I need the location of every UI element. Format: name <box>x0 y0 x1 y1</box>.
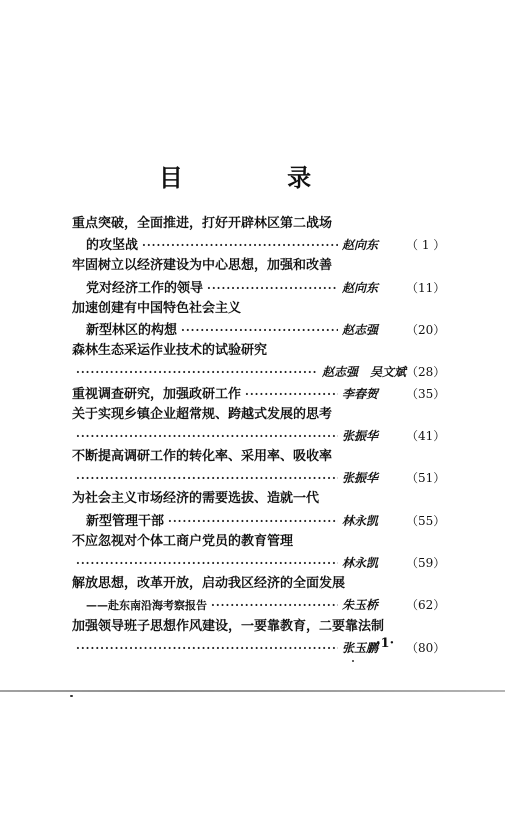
leader-dots <box>211 596 338 616</box>
leader-dots <box>245 385 338 405</box>
toc-entry-title: 加强领导班子思想作风建设，一要靠教育，二要靠法制 <box>72 618 385 634</box>
leader-dots <box>168 512 338 532</box>
toc-entry-page: （55） <box>406 513 446 528</box>
toc-entry-author: 张振华 <box>342 471 379 486</box>
scan-speck <box>70 695 73 697</box>
toc-entry-title: 重视调查研究，加强政研工作 <box>72 386 242 402</box>
leader-dots <box>181 321 338 341</box>
toc-entry-title: 森林生态采运作业技术的试验研究 <box>72 343 268 359</box>
toc-entry-page: （41） <box>406 428 446 443</box>
toc-entry-title: 为社会主义市场经济的需要选拔、造就一代 <box>72 491 320 507</box>
leader-dots <box>76 639 338 659</box>
toc-entry-author: 赵志强 吴文斌 <box>321 365 406 380</box>
toc-entry-title-cont: 新型林区的构想 <box>86 322 178 338</box>
leader-dots <box>76 363 318 383</box>
toc-entry-page: （35） <box>406 386 446 401</box>
toc-entry-author: 赵向东 <box>342 238 379 253</box>
toc-entry-title: 加速创建有中国特色社会主义 <box>72 300 242 316</box>
toc-entry-page: （ 1 ） <box>406 238 446 253</box>
toc-entry-author: 李春贺 <box>342 386 379 401</box>
toc-entry-author: 赵志强 <box>342 322 379 337</box>
toc-entry <box>72 278 444 298</box>
toc-entry <box>72 511 444 531</box>
toc-entry-author: 张振华 <box>342 428 379 443</box>
toc-entry-page: （59） <box>406 556 446 570</box>
leader-dots <box>76 469 338 489</box>
toc-entry-author: 林永凯 <box>342 513 379 528</box>
toc-entry-title-cont: 党对经济工作的领导 <box>86 280 204 296</box>
toc-entry <box>72 362 444 382</box>
toc-entry-author: 赵向东 <box>342 280 379 295</box>
toc-entry-page: （20） <box>406 322 446 337</box>
toc-entry-title-cont: 新型管理干部 <box>86 513 165 529</box>
toc-entry <box>72 235 444 255</box>
page-title: 目 录 <box>158 163 360 192</box>
toc-entry <box>72 320 444 340</box>
leader-dots <box>142 236 338 256</box>
toc-entry-author: 林永凯 <box>342 556 379 570</box>
leader-dots <box>207 279 338 299</box>
toc-entry <box>72 468 444 488</box>
toc-entry-subtitle: ——赴东南沿海考察报告 <box>86 599 207 613</box>
toc-entry-page: （11） <box>406 280 446 295</box>
leader-dots <box>76 427 338 447</box>
toc-entry-title: 不断提高调研工作的转化率、采用率、吸收率 <box>72 449 333 465</box>
toc-entry-title: 解放思想，改革开放，启动我区经济的全面发展 <box>72 576 346 592</box>
scan-speck <box>352 660 354 662</box>
toc-entry-title-cont: 的攻坚战 <box>86 238 139 254</box>
toc-entry-title: 重点突破，全面推进，打好开辟林区第二战场 <box>72 216 333 231</box>
toc-entry <box>72 384 444 404</box>
page-number: ·1· <box>376 636 395 651</box>
table-of-contents <box>72 214 444 659</box>
toc-entry-author: 朱玉桥 <box>342 598 379 613</box>
toc-entry <box>72 426 444 446</box>
toc-entry-title: 不应忽视对个体工商户党员的教育管理 <box>72 533 294 549</box>
toc-entry-title: 牢固树立以经济建设为中心思想，加强和改善 <box>72 258 333 274</box>
toc-entry-page: （28） <box>406 365 446 380</box>
leader-dots <box>76 554 338 574</box>
toc-entry-page: （51） <box>406 471 446 486</box>
toc-entry <box>72 595 444 615</box>
toc-entry-author: 张玉鹏 <box>342 640 379 655</box>
toc-entry-title: 关于实现乡镇企业超常规、跨越式发展的思考 <box>72 406 333 422</box>
toc-entry <box>72 553 444 573</box>
toc-entry-page: （80） <box>406 640 446 655</box>
scan-edge-line <box>0 690 505 692</box>
toc-entry-page: （62） <box>406 598 446 613</box>
